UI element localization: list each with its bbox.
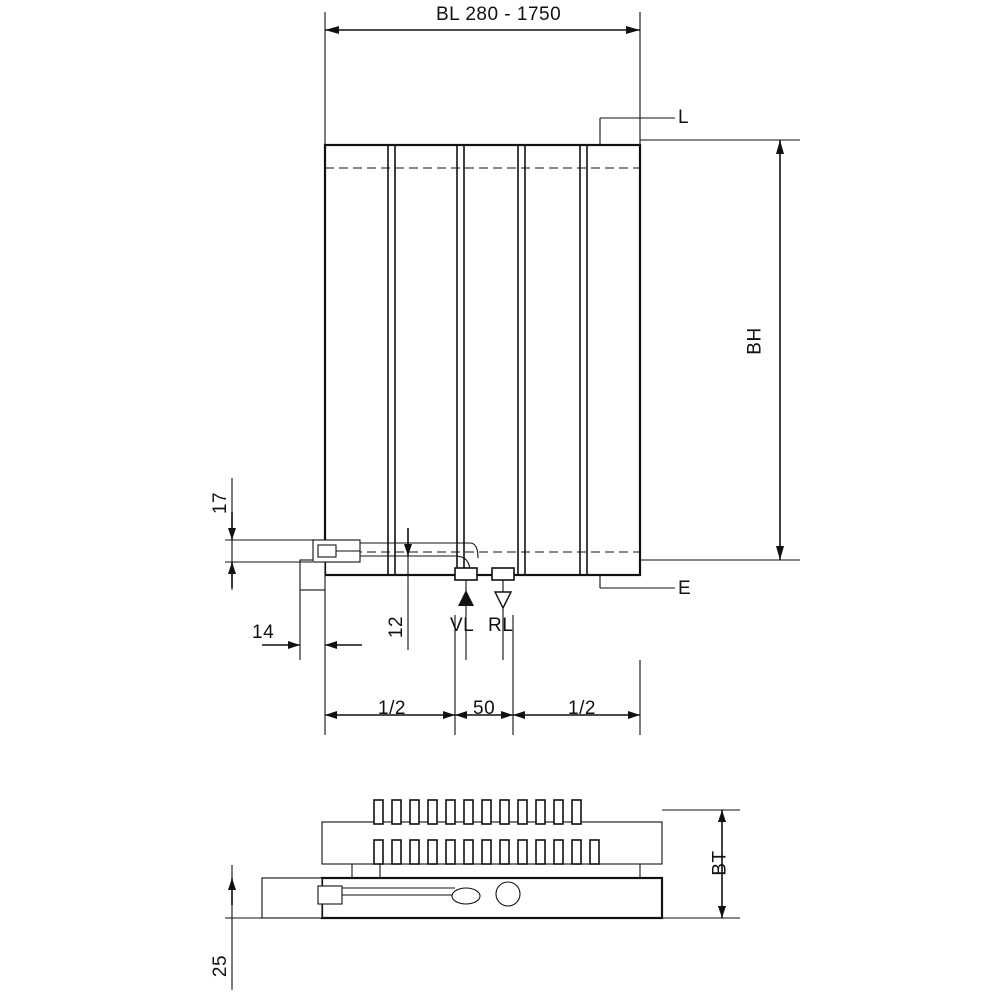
fin-teeth-upper [374, 800, 581, 824]
side-view-panel [262, 800, 662, 918]
label-center-50: 50 [473, 698, 496, 719]
top-width-dimension [325, 12, 640, 150]
label-half-right: 1/2 [568, 698, 596, 719]
label-BT: BT [709, 850, 731, 876]
label-RL: RL [488, 615, 514, 636]
label-25: 25 [210, 954, 232, 978]
label-14: 14 [252, 622, 275, 643]
height-dimension-bh [640, 140, 800, 560]
label-L: L [678, 107, 690, 128]
label-12: 12 [386, 615, 408, 639]
label-17: 17 [210, 491, 232, 515]
label-VL: VL [450, 615, 475, 636]
label-half-left: 1/2 [378, 698, 406, 719]
label-E: E [678, 578, 692, 599]
dimension-14 [262, 590, 362, 660]
top-width-label: BL 280 - 1750 [436, 4, 562, 25]
label-BH: BH [744, 327, 766, 355]
front-view-panel [300, 145, 640, 590]
